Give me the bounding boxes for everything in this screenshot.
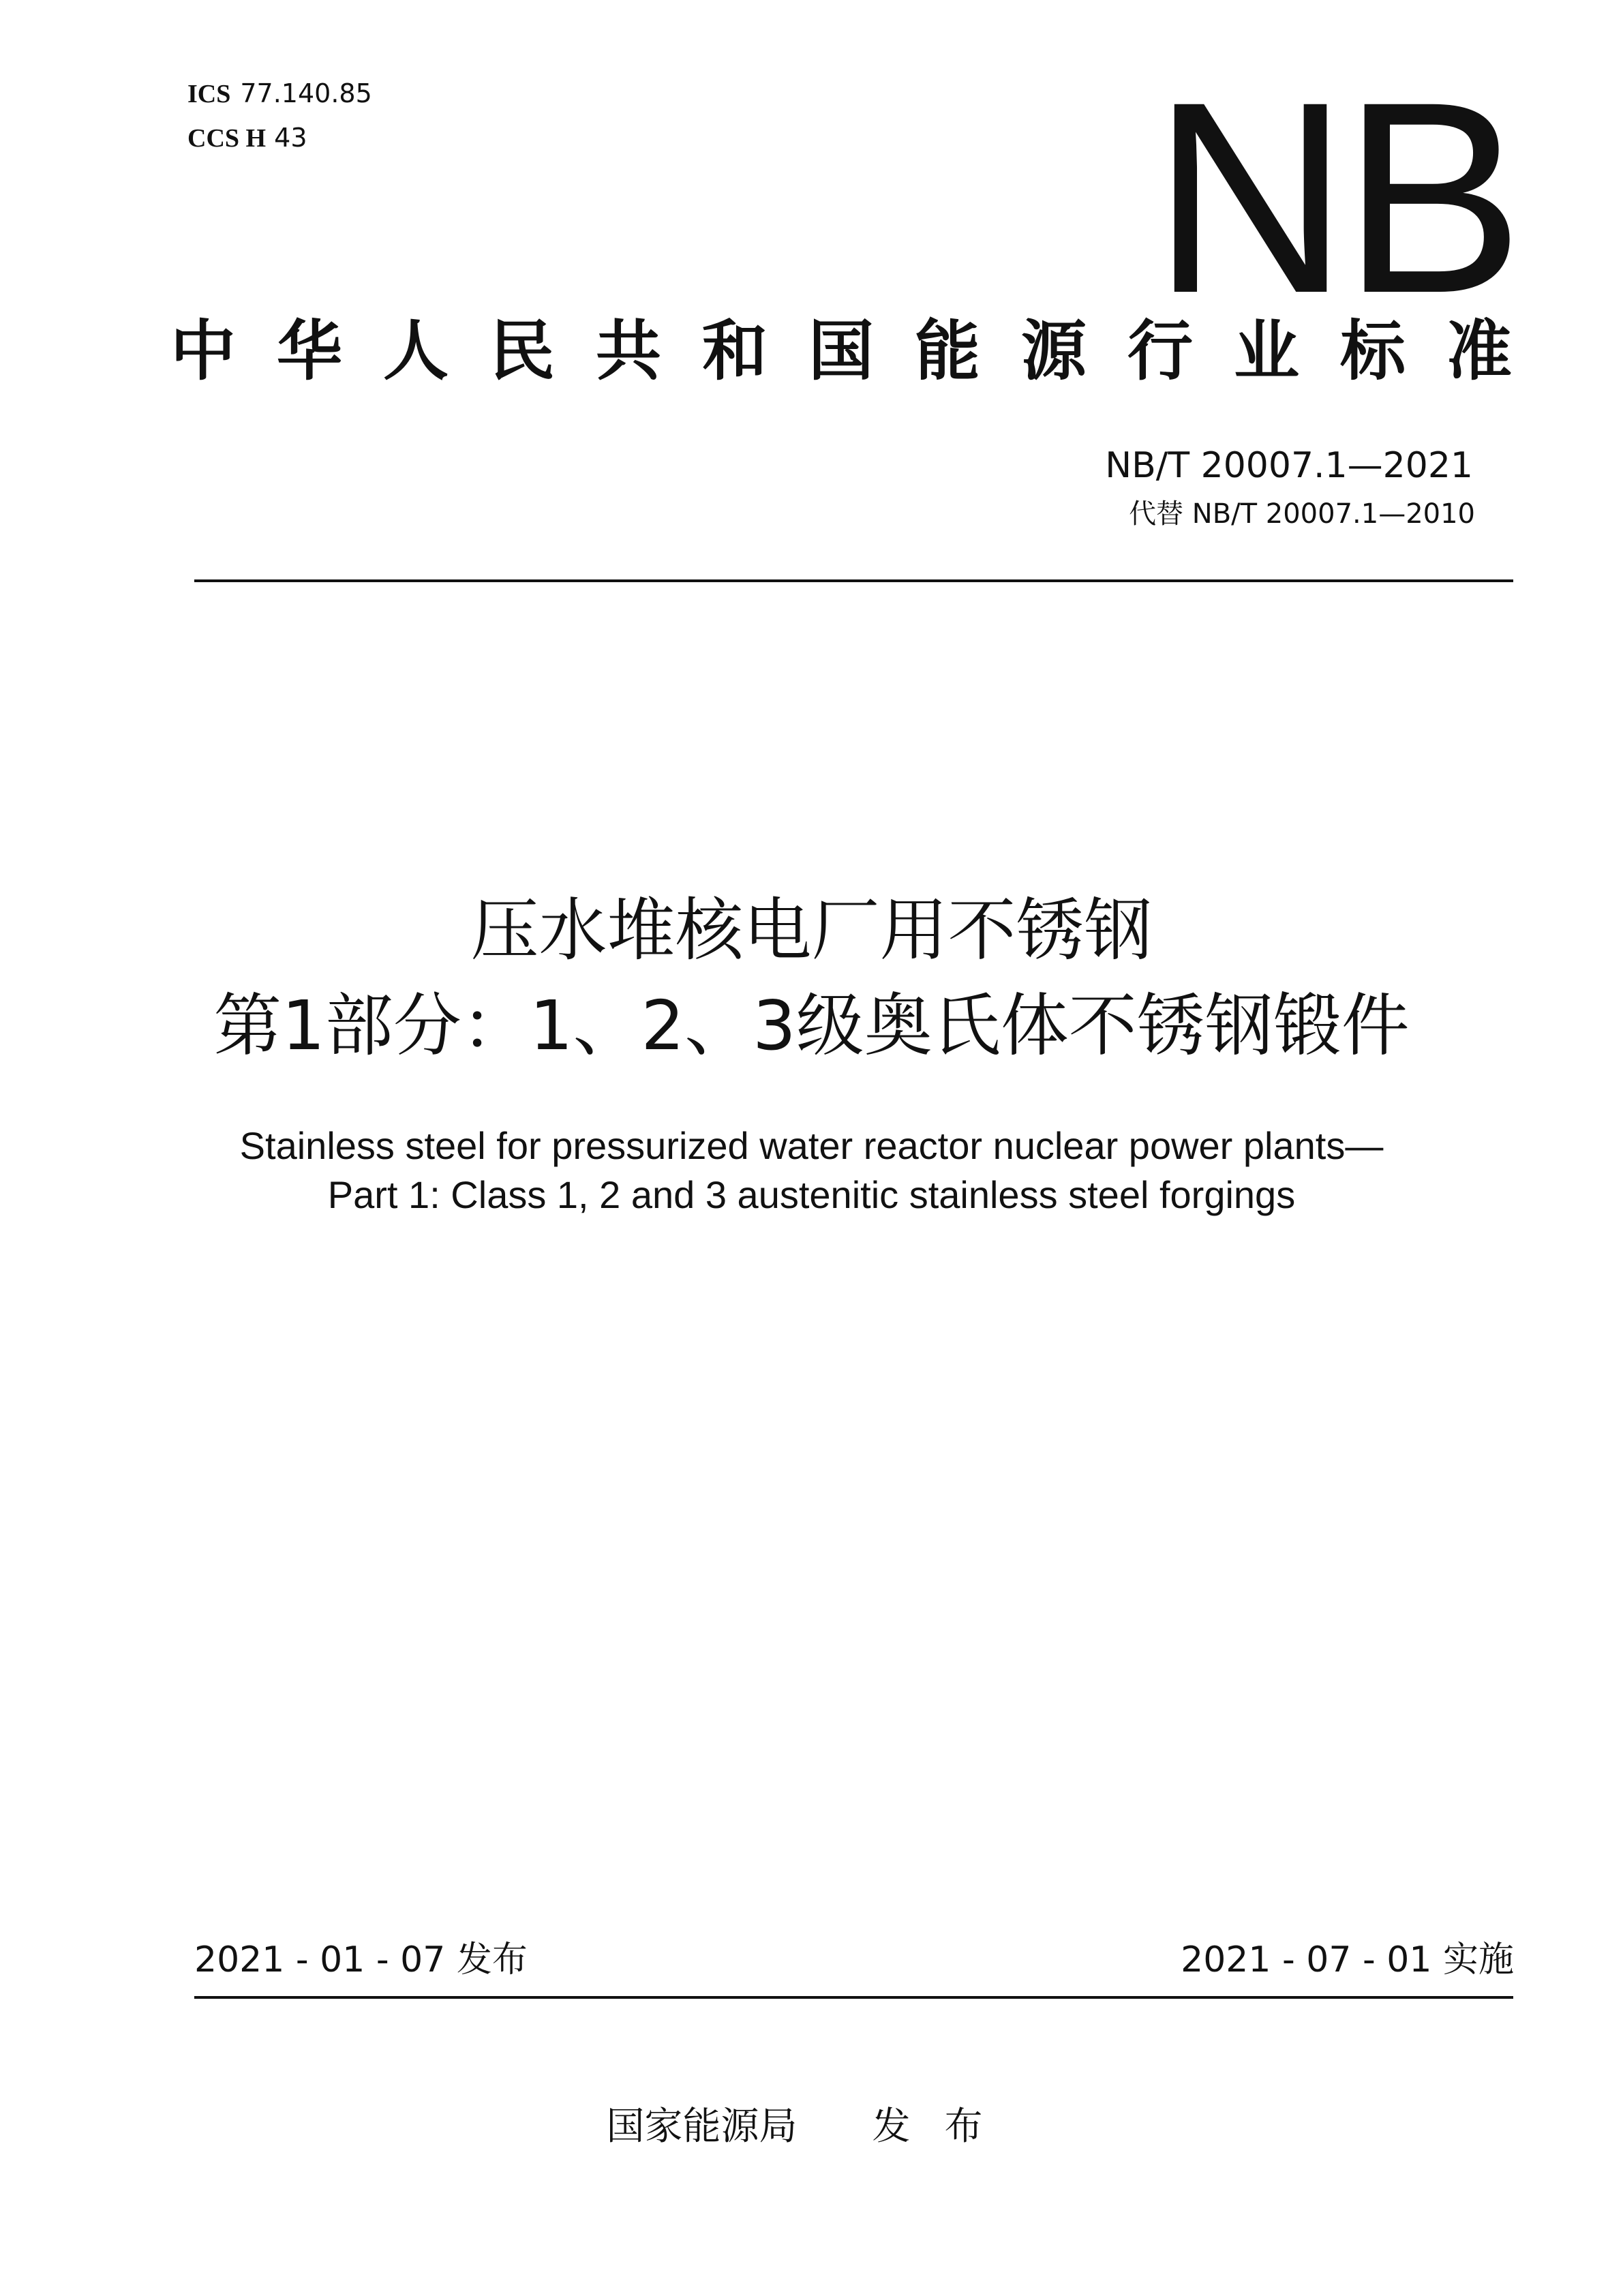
replaces-standard: 代替 NB/T 20007.1—2010 [1129, 498, 1475, 530]
footer-divider [194, 1996, 1513, 1999]
title-en-line-1: Stainless steel for pressurized water reactor nuclear power plants— [239, 1124, 1384, 1167]
issue-date: 2021 - 01 - 07 发布 [194, 1939, 528, 1980]
publisher-action: 发布 [872, 2104, 1017, 2149]
ccs-code [187, 121, 307, 155]
ics-label: ICS [187, 80, 231, 108]
title-zh-line-1: 压水堆核电厂用不锈钢 [470, 890, 1153, 970]
standard-number: NB/T 20007.1—2021 [1105, 445, 1473, 486]
ics-code [187, 76, 372, 111]
organization-title: 中华人民共和国能源行业标准 [170, 313, 1553, 389]
title-zh-line-2: 第1部分：1、2、3级奥氏体不锈钢锻件 [213, 986, 1410, 1066]
title-en-line-2: Part 1: Class 1, 2 and 3 austenitic stainless steel forgings [327, 1173, 1296, 1216]
publisher [0, 2100, 1623, 2154]
ics-value: 77.140.85 [240, 78, 372, 108]
ccs-value: 43 [274, 123, 307, 153]
nb-logo: NB [1152, 45, 1517, 350]
publisher-name: 国家能源局 [606, 2104, 798, 2149]
ccs-label: CCS H [187, 124, 267, 153]
header-divider [194, 579, 1513, 582]
implementation-date: 2021 - 07 - 01 实施 [1181, 1939, 1514, 1980]
